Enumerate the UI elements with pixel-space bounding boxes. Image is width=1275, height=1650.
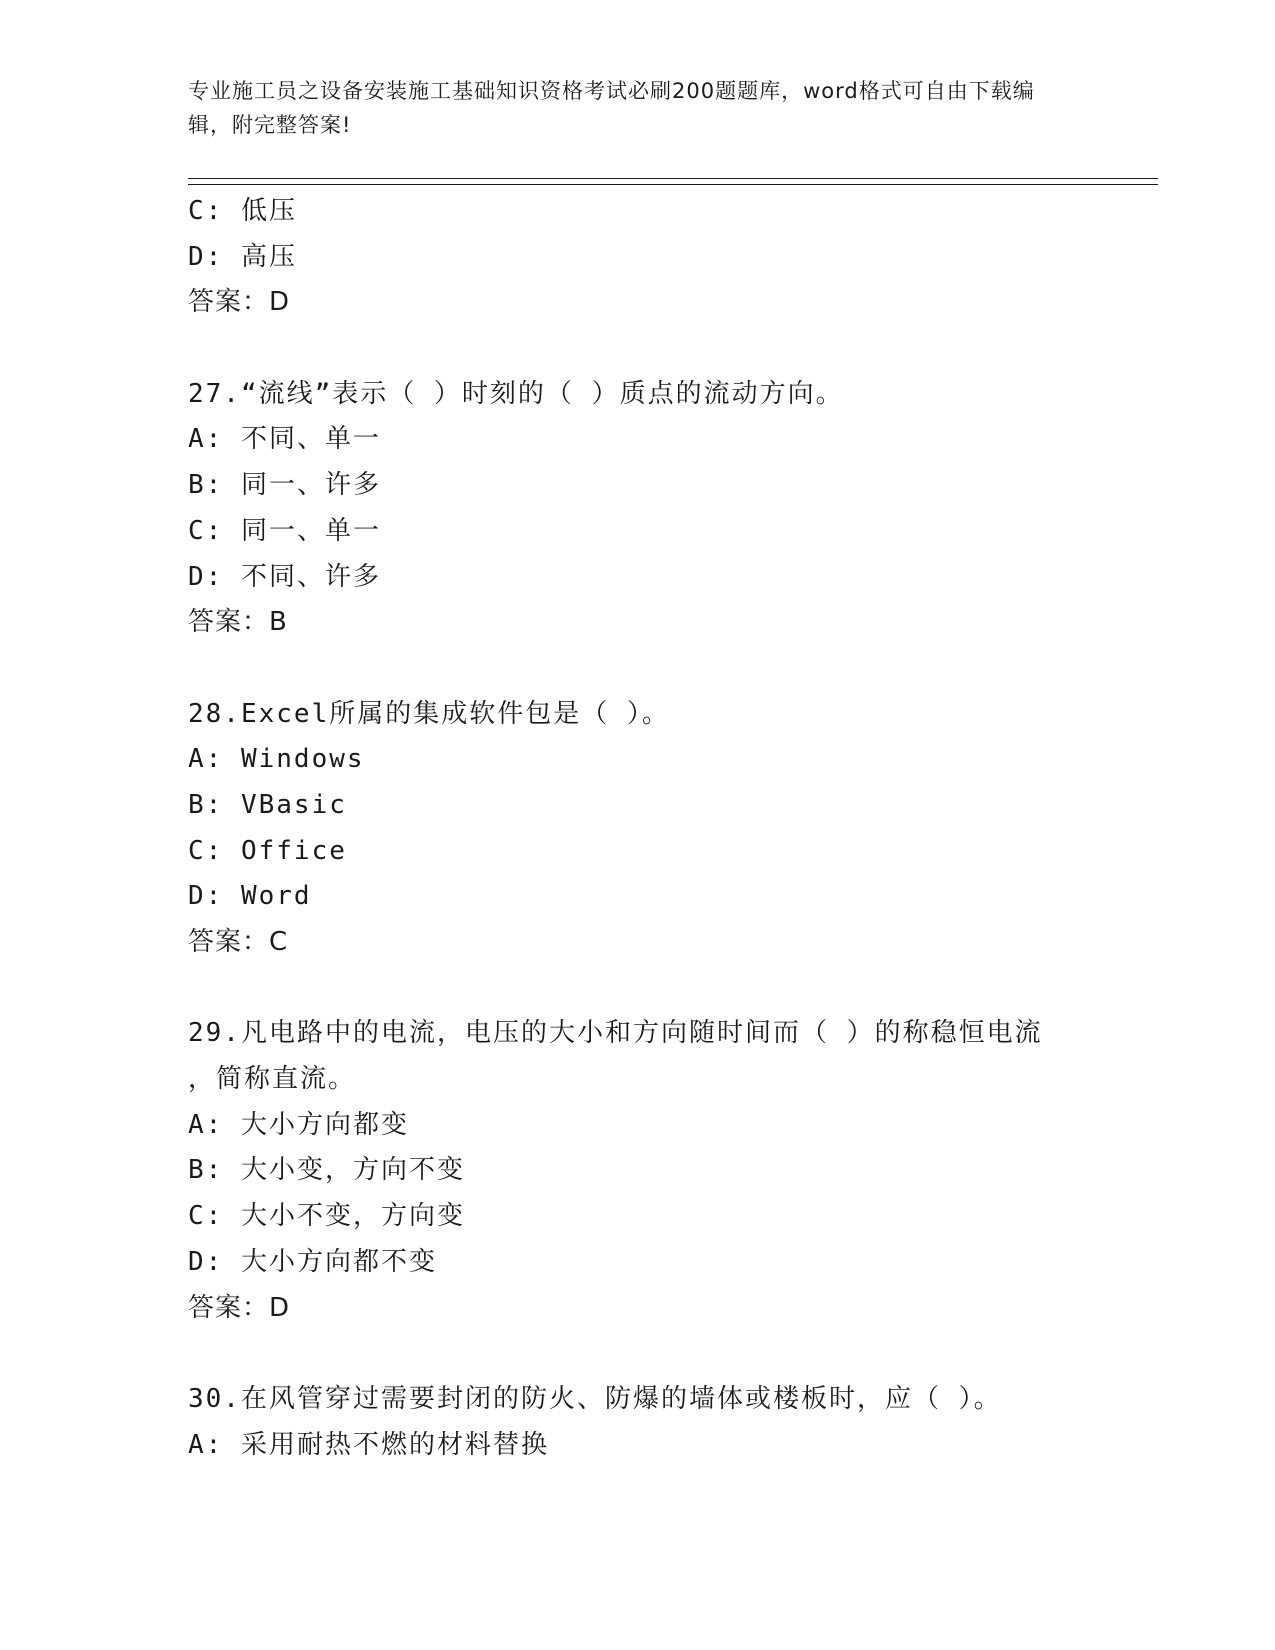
q27-option-d: D: 不同、许多 — [188, 561, 381, 592]
q29-option-a: A: 大小方向都变 — [188, 1109, 409, 1140]
prev-option-d: D: 高压 — [188, 241, 297, 272]
header-rule-top — [188, 178, 1158, 179]
q27-question: 27.“流线”表示（ ）时刻的（ ）质点的流动方向。 — [188, 378, 844, 409]
document-header: 专业施工员之设备安装施工基础知识资格考试必刷200题题库，word格式可自由下载编辑，附完整答案! — [188, 79, 1035, 137]
q27-option-b: B: 同一、许多 — [188, 470, 381, 501]
q28-option-d: D: Word — [188, 881, 312, 912]
q29-question-line1: 29.凡电路中的电流，电压的大小和方向随时间而（ ）的称稳恒电流 — [188, 1018, 1043, 1049]
q28-option-a: A: Windows — [188, 744, 365, 775]
spacer — [188, 966, 1148, 1012]
header-rule-bottom — [188, 184, 1158, 185]
prev-answer: 答案：D — [188, 287, 291, 318]
q28-option-c: C: Office — [188, 835, 347, 866]
q28-option-b: B: VBasic — [188, 789, 347, 820]
spacer — [188, 646, 1148, 692]
question-content — [188, 189, 1148, 1468]
q29-option-c: C: 大小不变，方向变 — [188, 1201, 465, 1232]
q30-question: 30.在风管穿过需要封闭的防火、防爆的墙体或楼板时，应（ ）。 — [188, 1383, 1002, 1414]
q28-answer: 答案：C — [188, 927, 289, 957]
q29-option-d: D: 大小方向都不变 — [188, 1246, 437, 1277]
q30-option-a: A: 采用耐热不燃的材料替换 — [188, 1429, 549, 1460]
q27-option-a: A: 不同、单一 — [188, 424, 381, 455]
q28-question: 28.Excel所属的集成软件包是（ ）。 — [188, 698, 670, 729]
q29-answer: 答案：D — [188, 1292, 291, 1323]
prev-option-c: C: 低压 — [188, 196, 297, 226]
spacer — [188, 1331, 1148, 1377]
q27-answer: 答案：B — [188, 607, 288, 638]
spacer — [188, 326, 1148, 372]
q29-question-line2: ，简称直流。 — [188, 1064, 357, 1095]
q29-option-b: B: 大小变，方向不变 — [188, 1155, 465, 1186]
q27-option-c: C: 同一、单一 — [188, 515, 381, 546]
